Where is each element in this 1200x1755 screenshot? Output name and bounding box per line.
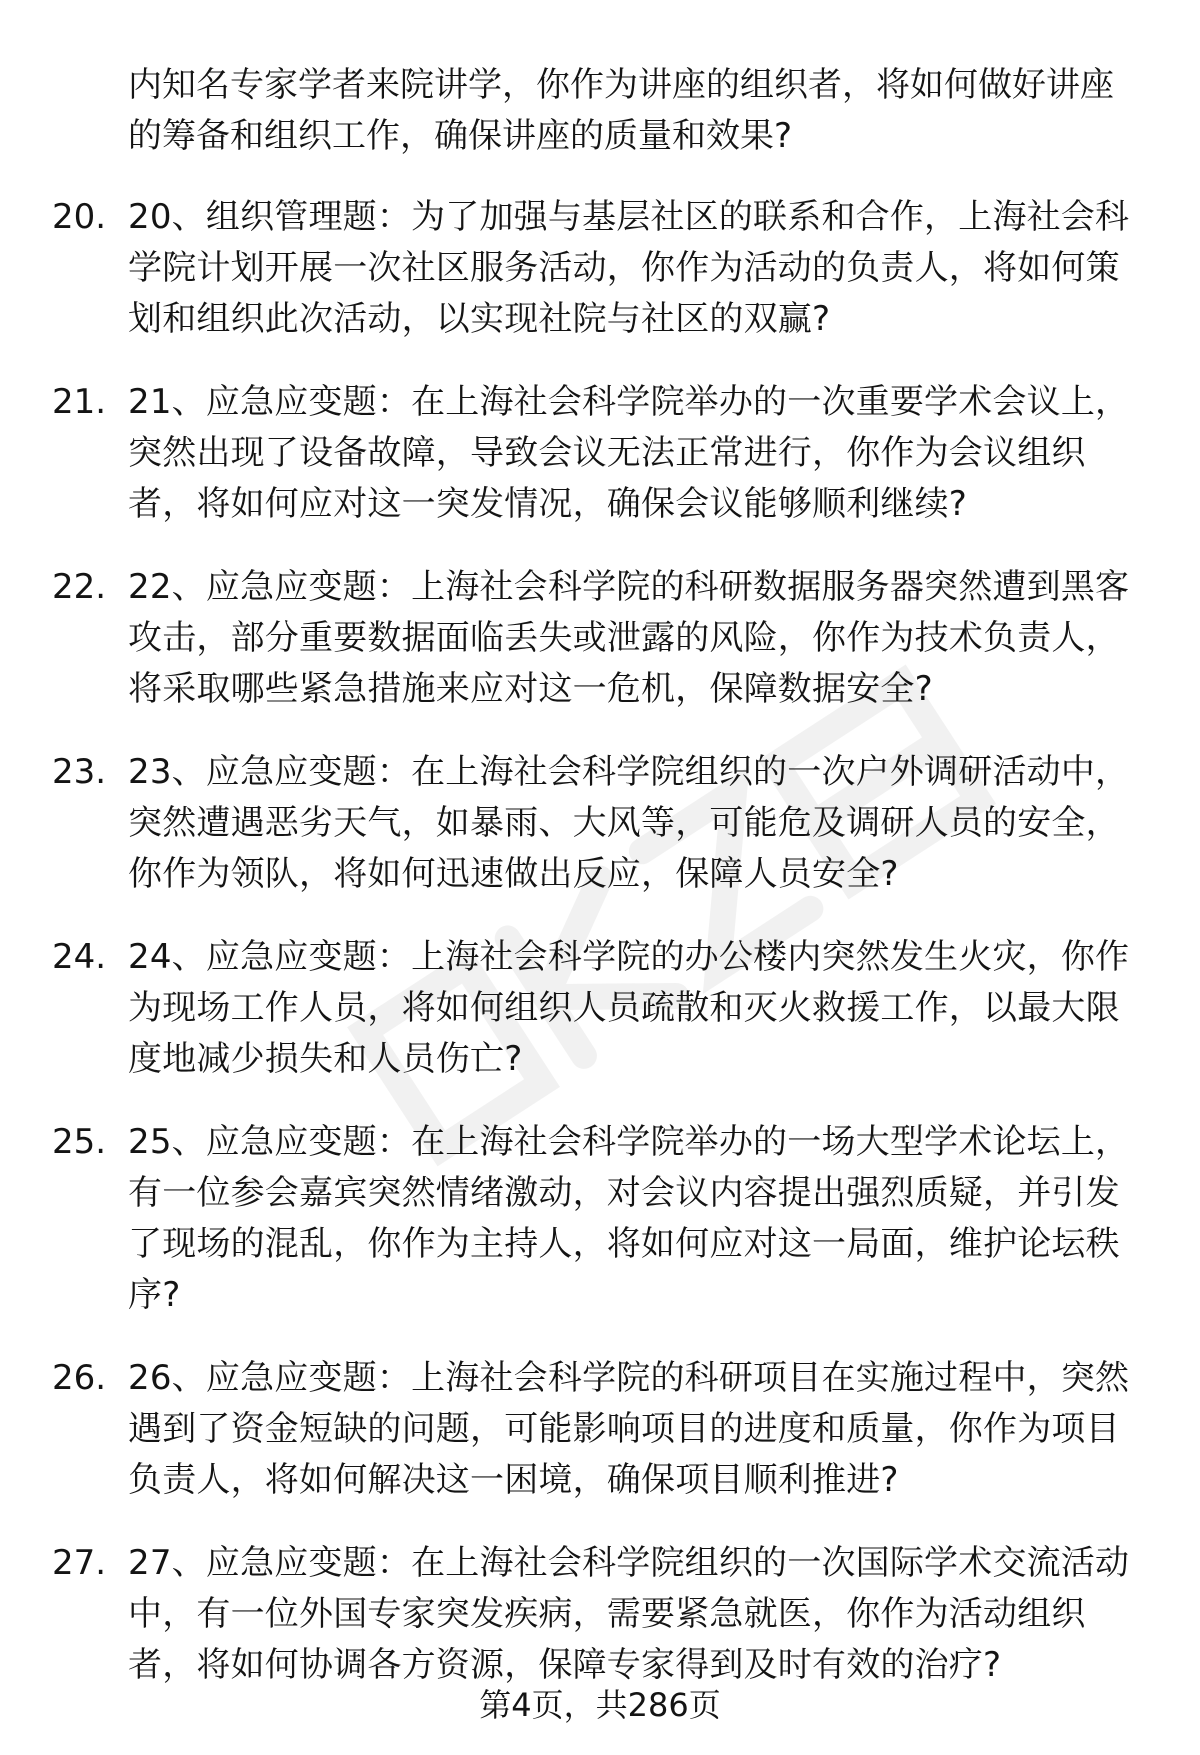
question-text: 26、应急应变题：上海社会科学院的科研项目在实施过程中，突然遇到了资金短缺的问题，可能影响项目的进度和质量，你作为项目负责人，将如何解决这一困境，确保项目顺利推进? bbox=[128, 1358, 1130, 1500]
question-text: 24、应急应变题：上海社会科学院的办公楼内突然发生火灾，你作为现场工作人员，将如何组织人员疏散和灭火救援工作，以最大限度地减少损失和人员伤亡? bbox=[128, 937, 1130, 1079]
page-footer: 第4页，共286页 bbox=[479, 1686, 721, 1724]
question-text: 27、应急应变题：在上海社会科学院组织的一次国际学术交流活动中，有一位外国专家突发疾病，需要紧急就医，你作为活动组织者，将如何协调各方资源，保障专家得到及时有效的治疗? bbox=[128, 1543, 1130, 1685]
question-text: 22、应急应变题：上海社会科学院的科研数据服务器突然遭到黑客攻击，部分重要数据面临丢失或泄露的风险，你作为技术负责人，将采取哪些紧急措施来应对这一危机，保障数据安全? bbox=[128, 567, 1130, 709]
question-number: 21. bbox=[52, 382, 107, 422]
question-number: 23. bbox=[52, 752, 107, 792]
question-number: 24. bbox=[52, 937, 107, 977]
question-number: 26. bbox=[52, 1358, 107, 1398]
list-item bbox=[0, 377, 1200, 530]
continued-question-text: 内知名专家学者来院讲学，你作为讲座的组织者，将如何做好讲座的筹备和组织工作，确保讲座的质量和效果? bbox=[128, 65, 1114, 156]
list-item bbox=[0, 932, 1200, 1085]
question-text: 21、应急应变题：在上海社会科学院举办的一次重要学术会议上，突然出现了设备故障，导致会议无法正常进行，你作为会议组织者，将如何应对这一突发情况，确保会议能够顺利继续? bbox=[128, 382, 1130, 524]
question-text: 20、组织管理题：为了加强与基层社区的联系和合作，上海社会科学院计划开展一次社区服务活动，你作为活动的负责人，将如何策划和组织此次活动，以实现社院与社区的双赢? bbox=[128, 197, 1130, 339]
list-item bbox=[0, 562, 1200, 715]
question-number: 27. bbox=[52, 1543, 107, 1583]
list-item bbox=[0, 192, 1200, 345]
list-item bbox=[0, 747, 1200, 900]
list-item bbox=[0, 1117, 1200, 1321]
question-number: 25. bbox=[52, 1122, 107, 1162]
question-number: 20. bbox=[52, 197, 107, 237]
list-item bbox=[0, 1538, 1200, 1691]
question-text: 23、应急应变题：在上海社会科学院组织的一次户外调研活动中，突然遭遇恶劣天气，如暴雨、大风等，可能危及调研人员的安全，你作为领队，将如何迅速做出反应，保障人员安全? bbox=[128, 752, 1130, 894]
question-number: 22. bbox=[52, 567, 107, 607]
list-item bbox=[0, 1353, 1200, 1506]
question-text: 25、应急应变题：在上海社会科学院举办的一场大型学术论坛上，有一位参会嘉宾突然情绪激动，对会议内容提出强烈质疑，并引发了现场的混乱，你作为主持人，将如何应对这一局面，维护论坛秩序? bbox=[128, 1122, 1130, 1315]
question-list bbox=[0, 192, 1200, 1723]
